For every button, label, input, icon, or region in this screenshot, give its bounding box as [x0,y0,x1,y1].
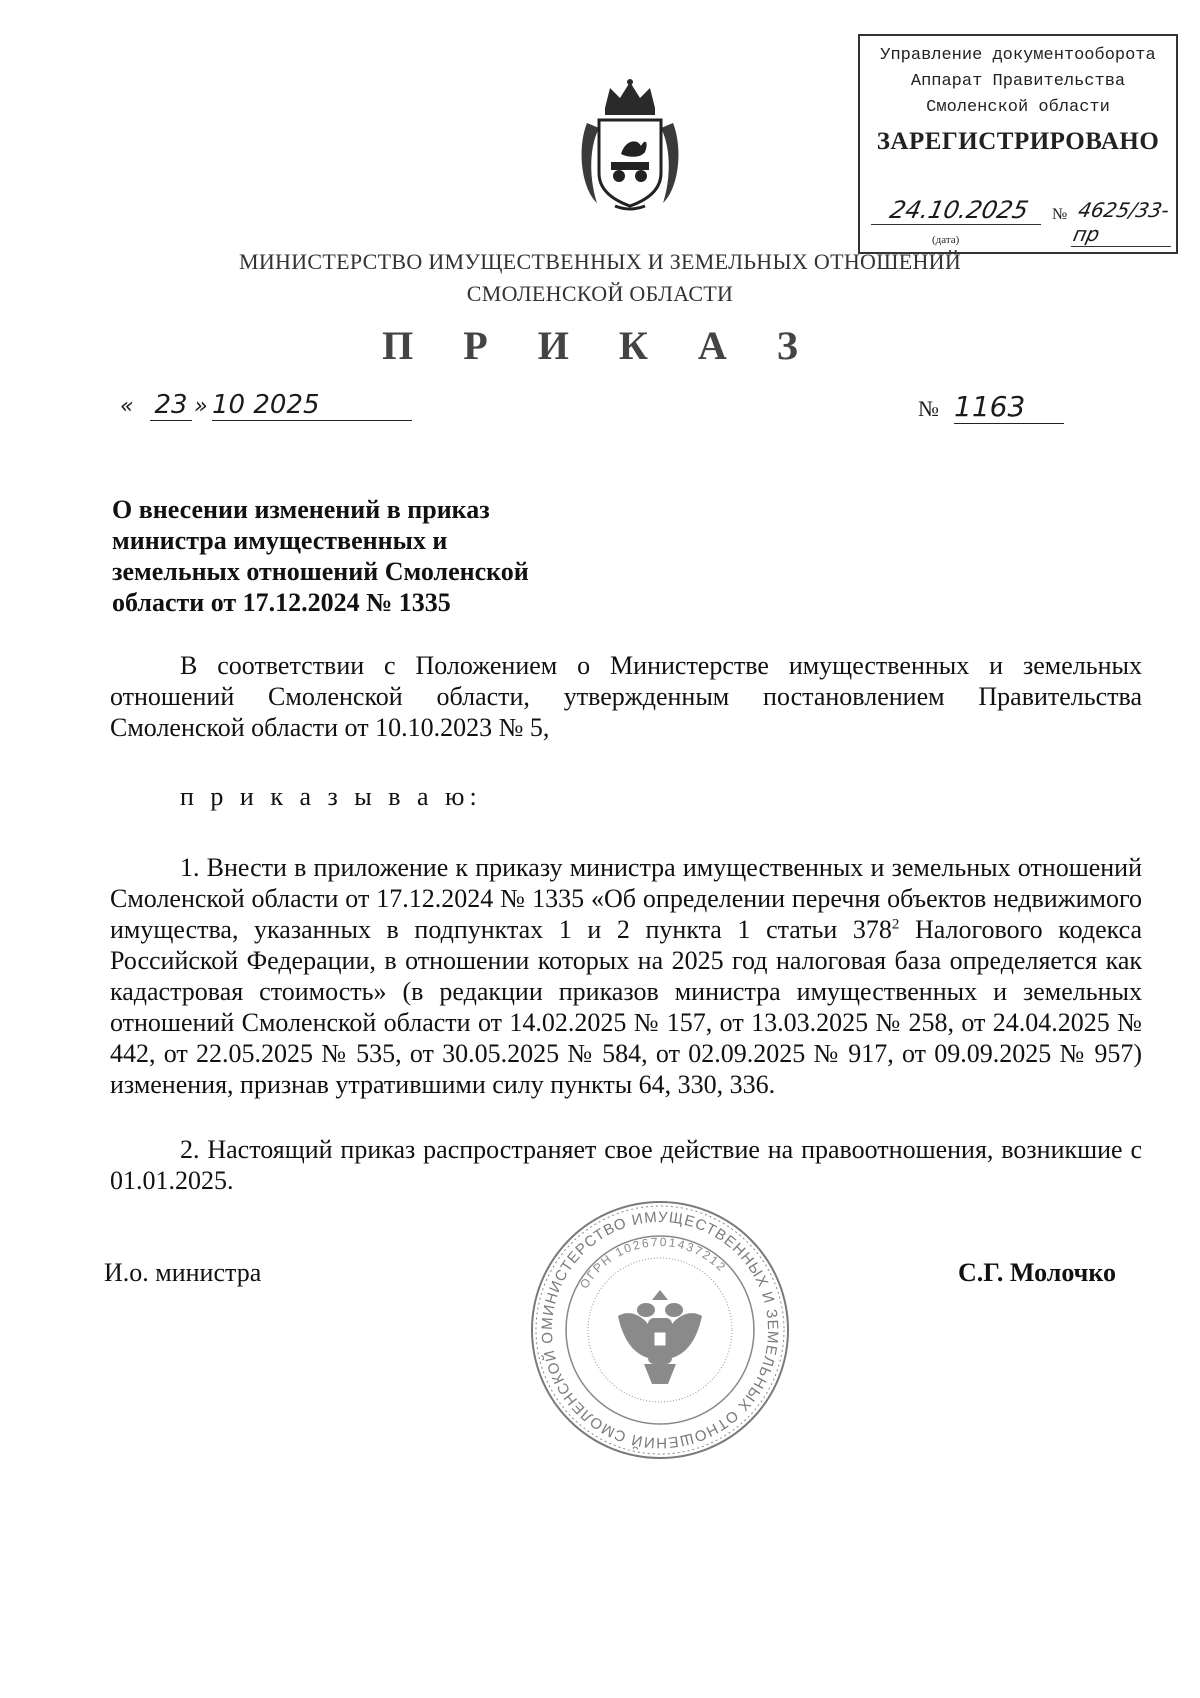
ministry-title-line-2: СМОЛЕНСКОЙ ОБЛАСТИ [466,281,734,306]
reg-stamp-date-caption: (дата) [932,234,960,246]
subject-line-1: О внесении изменений в приказ [112,495,490,524]
official-seal [528,1198,792,1462]
ministry-title-line-1: МИНИСТЕРСТВО ИМУЩЕСТВЕННЫХ И ЗЕМЕЛЬНЫХ ОТНОШЕНИЙ [238,249,962,274]
order-word: п р и к а з ы в а ю: [180,782,482,811]
order-number [918,388,1078,428]
order-item-1 [110,852,1142,1100]
reg-stamp-date-row [872,196,1172,246]
reg-stamp-date: 24.10.2025 [871,196,1047,225]
document-subject [112,494,572,618]
registration-stamp [858,34,1178,254]
order-number-sign: № [918,396,939,421]
order-item-1-text-a: 1. Внести в приложение к приказу министра имущественных и земельных отношений Смоленской области от 17.12.2024 № 1335 «Об определении перечня объектов недвижимого имущества, указанных в подпунктах 1 и 2 пункта 1 статьи 378 [110,853,1142,944]
seal-inner-text: ОГРН 1026701437212 [576,1234,730,1292]
reg-stamp-line-2: Аппарат Правительства [910,72,1126,91]
subject-line-4: области от 17.12.2024 № 1335 [112,588,451,617]
subject-line-2: министра имущественных и [112,526,448,555]
seal-outer-text: МИНИСТЕРСТВО ИМУЩЕСТВЕННЫХ И ЗЕМЕЛЬНЫХ ОТНОШЕНИЙ СМОЛЕНСКОЙ О [538,1208,782,1452]
subject-line-3: земельных отношений Смоленской [112,557,529,586]
reg-stamp-number-sign: № [1052,206,1068,223]
order-date-day: 23 [150,390,192,421]
order-date-close-quote: » [194,394,208,419]
reg-stamp-status: ЗАРЕГИСТРИРОВАНО [876,128,1160,155]
reg-stamp-line-3: Смоленской области [926,98,1110,117]
order-date [120,388,420,428]
order-item-1-superscript: 2 [891,916,900,933]
signatory-name: С.Г. Молочко [958,1258,1116,1287]
ministry-title [0,246,1200,310]
order-date-open-quote: « [120,394,134,419]
order-item-2: 2. Настоящий приказ распространяет свое действие на правоотношения, возникшие с 01.01.2025. [110,1135,1142,1195]
reg-stamp-number: 4625/33-пр [1071,198,1181,247]
order-number-value: 1163 [954,390,1064,424]
order-item-1-text-b: Налогового кодекса Российской Федерации, в отношении которых на 2025 год налоговая база определяется как кадастровая стоимость» (в редакции приказов министра имущественных и земельных отношений Смоленской области от 14.02.2025 № 157, от 13.03.2025 № 258, от 24.04.2025 № 442, от 22.05.2025 № 535, от 30.05.2025 № 584, от 02.09.2025 № 917, от 09.09.2025 № 957) изменения, признав утратившими силу пункты 64, 330, 336. [110,915,1142,1099]
order-date-month-year: 10 2025 [212,390,412,421]
basis-paragraph: В соответствии с Положением о Министерстве имущественных и земельных отношений Смоленской области, утвержденным постановлением Правительства Смоленской области от 10.10.2023 № 5, [110,651,1142,742]
signatory-role: И.о. министра [104,1258,262,1287]
reg-stamp-line-1: Управление документооборота [880,46,1156,65]
document-type-title: П Р И К А З [382,323,818,368]
coat-of-arms-icon [575,78,685,213]
